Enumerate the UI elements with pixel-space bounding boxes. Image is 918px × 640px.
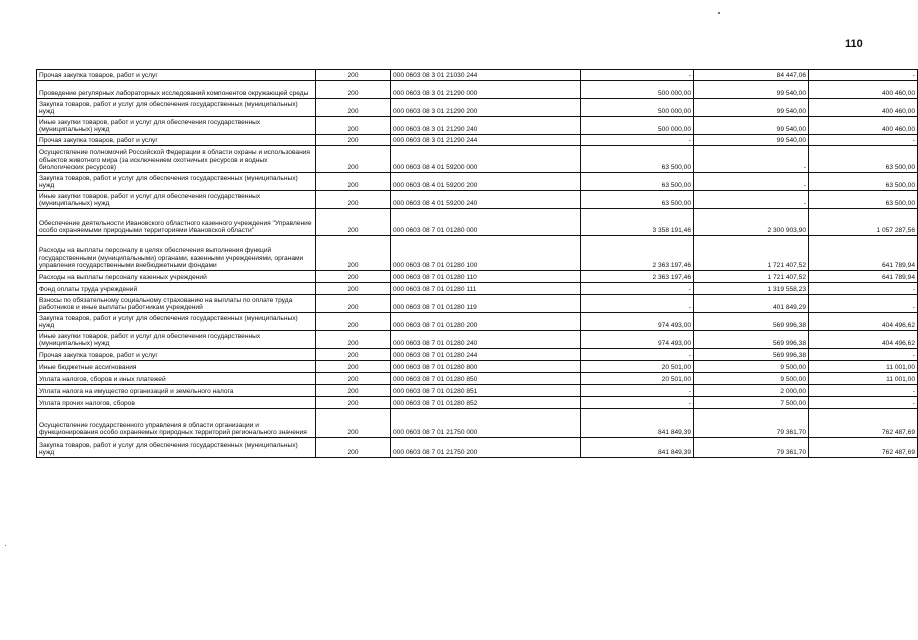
row-line-code-text: 200 bbox=[347, 429, 359, 437]
row-budget-classification-text: 000 0603 08 4 01 59200 200 bbox=[393, 182, 478, 190]
row-line-code-text: 200 bbox=[347, 227, 359, 235]
row-budget-classification bbox=[391, 99, 581, 117]
row-executed-amount bbox=[694, 191, 809, 209]
row-unexecuted-amount bbox=[809, 117, 918, 135]
row-description bbox=[37, 70, 316, 81]
row-unexecuted-amount-text: 400 460,00 bbox=[881, 126, 915, 134]
row-description bbox=[37, 361, 316, 373]
row-budget-classification bbox=[391, 173, 581, 191]
row-budget-classification bbox=[391, 361, 581, 373]
row-line-code-text: 200 bbox=[347, 274, 359, 282]
row-approved-amount bbox=[581, 385, 694, 397]
row-line-code-text: 200 bbox=[347, 352, 359, 360]
row-line-code-text: 200 bbox=[347, 137, 359, 145]
row-budget-classification bbox=[391, 70, 581, 81]
row-budget-classification-text: 000 0603 08 7 01 01280 240 bbox=[393, 340, 478, 348]
row-line-code-text: 200 bbox=[347, 388, 359, 396]
row-description-text: Прочая закупка товаров, работ и услуг bbox=[39, 72, 158, 80]
row-executed-amount-text: 99 540,00 bbox=[776, 90, 806, 98]
table-row bbox=[37, 397, 918, 409]
row-budget-classification-text: 000 0603 08 4 01 59200 240 bbox=[393, 200, 478, 208]
row-description bbox=[37, 409, 316, 438]
row-line-code bbox=[316, 173, 391, 191]
row-line-code-text: 200 bbox=[347, 364, 359, 372]
row-budget-classification bbox=[391, 349, 581, 361]
row-approved-amount-text: - bbox=[688, 304, 691, 312]
row-executed-amount-text: 79 361,70 bbox=[776, 449, 806, 457]
row-budget-classification-text: 000 0603 08 4 01 59200 000 bbox=[393, 164, 478, 172]
row-budget-classification-text: 000 0603 08 7 01 21750 000 bbox=[393, 429, 478, 437]
row-line-code bbox=[316, 70, 391, 81]
row-approved-amount-text: 841 849,39 bbox=[657, 429, 691, 437]
row-unexecuted-amount bbox=[809, 99, 918, 117]
row-description bbox=[37, 191, 316, 209]
row-unexecuted-amount bbox=[809, 209, 918, 236]
row-approved-amount-text: 974 493,00 bbox=[657, 340, 691, 348]
row-executed-amount bbox=[694, 209, 809, 236]
row-approved-amount-text: 500 000,00 bbox=[657, 108, 691, 116]
row-budget-classification-text: 000 0603 08 7 01 01280 200 bbox=[393, 322, 478, 330]
row-executed-amount bbox=[694, 117, 809, 135]
row-unexecuted-amount-text: 1 057 287,56 bbox=[876, 227, 915, 235]
row-approved-amount-text: 2 363 197,46 bbox=[652, 274, 691, 282]
row-executed-amount-text: 401 849,29 bbox=[772, 304, 806, 312]
row-description bbox=[37, 173, 316, 191]
row-unexecuted-amount-text: 762 487,69 bbox=[881, 429, 915, 437]
table-row bbox=[37, 349, 918, 361]
row-description-text: Обеспечение деятельности Ивановского областного казенного учреждения "Управление особо охраняемыми природными территориями Ивановской области" bbox=[39, 219, 312, 235]
row-approved-amount bbox=[581, 361, 694, 373]
row-executed-amount bbox=[694, 349, 809, 361]
row-line-code-text: 200 bbox=[347, 340, 359, 348]
row-line-code bbox=[316, 117, 391, 135]
row-line-code-text: 200 bbox=[347, 72, 359, 80]
row-line-code bbox=[316, 191, 391, 209]
row-budget-classification bbox=[391, 295, 581, 313]
row-unexecuted-amount-text: 641 789,94 bbox=[881, 262, 915, 270]
row-budget-classification bbox=[391, 191, 581, 209]
row-approved-amount-text: - bbox=[688, 137, 691, 145]
row-approved-amount-text: 2 363 197,46 bbox=[652, 262, 691, 270]
row-executed-amount-text: 1 721 407,52 bbox=[767, 262, 806, 270]
row-executed-amount bbox=[694, 295, 809, 313]
row-description bbox=[37, 295, 316, 313]
row-executed-amount bbox=[694, 397, 809, 409]
row-approved-amount bbox=[581, 173, 694, 191]
table-row bbox=[37, 361, 918, 373]
row-unexecuted-amount-text: 63 500,00 bbox=[885, 200, 915, 208]
row-unexecuted-amount bbox=[809, 373, 918, 385]
row-budget-classification bbox=[391, 313, 581, 331]
row-approved-amount-text: - bbox=[688, 352, 691, 360]
row-line-code bbox=[316, 135, 391, 146]
row-description bbox=[37, 117, 316, 135]
row-unexecuted-amount-text: 11 001,00 bbox=[886, 376, 915, 384]
row-line-code bbox=[316, 409, 391, 438]
row-line-code bbox=[316, 81, 391, 99]
row-line-code bbox=[316, 283, 391, 295]
row-executed-amount-text: 1 319 558,23 bbox=[767, 286, 806, 294]
row-description bbox=[37, 313, 316, 331]
row-line-code bbox=[316, 271, 391, 283]
table-row bbox=[37, 99, 918, 117]
row-line-code-text: 200 bbox=[347, 304, 359, 312]
row-executed-amount bbox=[694, 361, 809, 373]
table-row bbox=[37, 146, 918, 173]
row-unexecuted-amount-text: - bbox=[912, 352, 915, 360]
row-executed-amount bbox=[694, 146, 809, 173]
row-budget-classification bbox=[391, 209, 581, 236]
row-description-text: Фонд оплаты труда учреждений bbox=[39, 286, 138, 294]
row-description-text: Прочая закупка товаров, работ и услуг bbox=[39, 137, 158, 145]
row-approved-amount bbox=[581, 409, 694, 438]
row-unexecuted-amount bbox=[809, 313, 918, 331]
table-row bbox=[37, 331, 918, 349]
table-row bbox=[37, 117, 918, 135]
row-approved-amount bbox=[581, 99, 694, 117]
row-approved-amount-text: 63 500,00 bbox=[661, 182, 691, 190]
row-executed-amount-text: 569 996,38 bbox=[772, 340, 806, 348]
row-description-text: Закупка товаров, работ и услуг для обеспечения государственных (муниципальных) нужд bbox=[39, 100, 298, 116]
row-executed-amount-text: 2 000,00 bbox=[780, 388, 806, 396]
row-line-code-text: 200 bbox=[347, 286, 359, 294]
row-budget-classification bbox=[391, 146, 581, 173]
row-budget-classification bbox=[391, 438, 581, 458]
row-line-code bbox=[316, 209, 391, 236]
row-approved-amount bbox=[581, 81, 694, 99]
row-budget-classification bbox=[391, 331, 581, 349]
row-line-code bbox=[316, 236, 391, 271]
row-executed-amount bbox=[694, 409, 809, 438]
row-description bbox=[37, 81, 316, 99]
row-line-code bbox=[316, 361, 391, 373]
row-line-code-text: 200 bbox=[347, 400, 359, 408]
row-description-text: Иные закупки товаров, работ и услуг для обеспечения государственных (муниципальных) нужд bbox=[39, 192, 261, 208]
row-unexecuted-amount-text: 400 460,00 bbox=[881, 108, 915, 116]
row-line-code bbox=[316, 373, 391, 385]
row-budget-classification-text: 000 0603 08 7 01 21750 200 bbox=[393, 449, 478, 457]
row-budget-classification-text: 000 0603 08 7 01 01280 100 bbox=[393, 262, 478, 270]
row-line-code bbox=[316, 146, 391, 173]
row-budget-classification-text: 000 0603 08 3 01 21030 244 bbox=[393, 72, 478, 80]
row-unexecuted-amount bbox=[809, 191, 918, 209]
row-line-code bbox=[316, 295, 391, 313]
row-approved-amount bbox=[581, 313, 694, 331]
row-approved-amount bbox=[581, 146, 694, 173]
budget-table bbox=[36, 69, 918, 458]
table-row bbox=[37, 313, 918, 331]
row-budget-classification-text: 000 0603 08 3 01 21290 200 bbox=[393, 108, 478, 116]
row-approved-amount-text: 3 358 191,46 bbox=[652, 227, 691, 235]
row-unexecuted-amount bbox=[809, 135, 918, 146]
row-budget-classification bbox=[391, 236, 581, 271]
row-description bbox=[37, 385, 316, 397]
row-line-code-text: 200 bbox=[347, 449, 359, 457]
row-description bbox=[37, 146, 316, 173]
row-budget-classification-text: 000 0603 08 7 01 01280 111 bbox=[393, 286, 477, 294]
row-approved-amount-text: - bbox=[688, 388, 691, 396]
row-unexecuted-amount-text: 404 496,62 bbox=[881, 340, 915, 348]
row-approved-amount bbox=[581, 438, 694, 458]
row-executed-amount-text: - bbox=[803, 200, 806, 208]
budget-table-body bbox=[37, 70, 918, 458]
table-row bbox=[37, 385, 918, 397]
row-approved-amount-text: 974 493,00 bbox=[657, 322, 691, 330]
row-approved-amount-text: 841 849,39 bbox=[657, 449, 691, 457]
row-executed-amount bbox=[694, 70, 809, 81]
row-budget-classification-text: 000 0603 08 7 01 01280 800 bbox=[393, 364, 478, 372]
row-line-code-text: 200 bbox=[347, 376, 359, 384]
table-row bbox=[37, 283, 918, 295]
row-description-text: Осуществление полномочий Российской Федерации в области охраны и использования объектов животного мира (за исключением охотничьих ресурсов и водных биологических ресурсов) bbox=[39, 149, 310, 172]
row-budget-classification bbox=[391, 409, 581, 438]
row-description-text: Иные закупки товаров, работ и услуг для обеспечения государственных (муниципальных) нужд bbox=[39, 118, 261, 134]
table-row bbox=[37, 135, 918, 146]
row-unexecuted-amount-text: - bbox=[912, 388, 915, 396]
row-unexecuted-amount-text: 400 460,00 bbox=[881, 90, 915, 98]
row-line-code bbox=[316, 397, 391, 409]
row-description bbox=[37, 283, 316, 295]
table-row bbox=[37, 271, 918, 283]
row-line-code bbox=[316, 331, 391, 349]
row-line-code-text: 200 bbox=[347, 90, 359, 98]
row-executed-amount bbox=[694, 373, 809, 385]
table-row bbox=[37, 438, 918, 458]
row-budget-classification bbox=[391, 81, 581, 99]
row-executed-amount bbox=[694, 271, 809, 283]
row-unexecuted-amount bbox=[809, 397, 918, 409]
row-description-text: Уплата налогов, сборов и иных платежей bbox=[39, 376, 166, 384]
row-executed-amount-text: 99 540,00 bbox=[776, 126, 806, 134]
row-executed-amount bbox=[694, 438, 809, 458]
row-budget-classification bbox=[391, 135, 581, 146]
table-row bbox=[37, 295, 918, 313]
row-line-code-text: 200 bbox=[347, 262, 359, 270]
row-line-code bbox=[316, 438, 391, 458]
row-unexecuted-amount bbox=[809, 146, 918, 173]
table-row bbox=[37, 191, 918, 209]
row-unexecuted-amount bbox=[809, 438, 918, 458]
row-line-code bbox=[316, 349, 391, 361]
row-executed-amount bbox=[694, 236, 809, 271]
row-unexecuted-amount-text: 63 500,00 bbox=[885, 164, 915, 172]
row-executed-amount-text: 84 447,06 bbox=[776, 72, 806, 80]
row-approved-amount bbox=[581, 373, 694, 385]
table-row bbox=[37, 409, 918, 438]
row-line-code-text: 200 bbox=[347, 182, 359, 190]
row-budget-classification-text: 000 0603 08 7 01 01280 850 bbox=[393, 376, 478, 384]
row-unexecuted-amount bbox=[809, 81, 918, 99]
row-description-text: Расходы на выплаты персоналу казенных учреждений bbox=[39, 274, 207, 282]
row-unexecuted-amount bbox=[809, 283, 918, 295]
row-description-text: Уплата налога на имущество организаций и земельного налога bbox=[39, 388, 234, 396]
row-description bbox=[37, 397, 316, 409]
row-executed-amount bbox=[694, 313, 809, 331]
row-line-code bbox=[316, 385, 391, 397]
row-description-text: Закупка товаров, работ и услуг для обеспечения государственных (муниципальных) нужд bbox=[39, 174, 298, 190]
row-unexecuted-amount bbox=[809, 271, 918, 283]
page-number: 110 bbox=[845, 38, 863, 50]
row-unexecuted-amount bbox=[809, 349, 918, 361]
row-description bbox=[37, 331, 316, 349]
row-approved-amount bbox=[581, 191, 694, 209]
row-unexecuted-amount-text: 762 487,69 bbox=[881, 449, 915, 457]
row-description bbox=[37, 349, 316, 361]
row-approved-amount-text: 20 501,00 bbox=[661, 376, 691, 384]
row-executed-amount bbox=[694, 99, 809, 117]
row-executed-amount-text: 99 540,00 bbox=[776, 137, 806, 145]
row-unexecuted-amount-text: - bbox=[912, 72, 915, 80]
row-unexecuted-amount-text: 11 001,00 bbox=[886, 364, 915, 372]
row-approved-amount bbox=[581, 295, 694, 313]
table-row bbox=[37, 81, 918, 99]
row-unexecuted-amount bbox=[809, 331, 918, 349]
row-description-text: Осуществление государственного управления в области организации и функционирования особо охраняемых природных территорий регионального значения bbox=[39, 421, 307, 437]
row-description bbox=[37, 99, 316, 117]
scan-speck bbox=[718, 12, 720, 14]
row-executed-amount-text: 1 721 407,52 bbox=[767, 274, 806, 282]
row-approved-amount bbox=[581, 331, 694, 349]
row-executed-amount bbox=[694, 81, 809, 99]
row-line-code-text: 200 bbox=[347, 126, 359, 134]
row-approved-amount-text: 63 500,00 bbox=[661, 200, 691, 208]
row-budget-classification-text: 000 0603 08 3 01 21290 240 bbox=[393, 126, 478, 134]
row-executed-amount bbox=[694, 283, 809, 295]
row-executed-amount-text: 9 500,00 bbox=[780, 364, 806, 372]
row-budget-classification bbox=[391, 385, 581, 397]
row-approved-amount bbox=[581, 209, 694, 236]
table-row bbox=[37, 373, 918, 385]
row-executed-amount bbox=[694, 385, 809, 397]
table-row bbox=[37, 173, 918, 191]
row-unexecuted-amount bbox=[809, 361, 918, 373]
row-executed-amount-text: - bbox=[803, 182, 806, 190]
row-unexecuted-amount-text: - bbox=[912, 137, 915, 145]
row-budget-classification-text: 000 0603 08 3 01 21290 244 bbox=[393, 137, 478, 145]
row-executed-amount-text: 2 300 903,90 bbox=[767, 227, 806, 235]
row-description-text: Прочая закупка товаров, работ и услуг bbox=[39, 352, 158, 360]
row-approved-amount bbox=[581, 283, 694, 295]
row-approved-amount bbox=[581, 135, 694, 146]
row-budget-classification-text: 000 0603 08 7 01 01280 244 bbox=[393, 352, 478, 360]
row-unexecuted-amount-text: - bbox=[912, 304, 915, 312]
row-approved-amount-text: - bbox=[688, 400, 691, 408]
row-executed-amount bbox=[694, 331, 809, 349]
row-approved-amount bbox=[581, 397, 694, 409]
row-executed-amount-text: 7 500,00 bbox=[780, 400, 806, 408]
row-executed-amount-text: 79 361,70 bbox=[776, 429, 806, 437]
row-unexecuted-amount bbox=[809, 385, 918, 397]
row-approved-amount bbox=[581, 349, 694, 361]
row-line-code-text: 200 bbox=[347, 164, 359, 172]
row-line-code bbox=[316, 99, 391, 117]
row-budget-classification-text: 000 0603 08 7 01 01280 851 bbox=[393, 388, 478, 396]
row-budget-classification-text: 000 0603 08 7 01 01280 852 bbox=[393, 400, 478, 408]
row-approved-amount bbox=[581, 271, 694, 283]
row-approved-amount bbox=[581, 236, 694, 271]
row-executed-amount-text: 569 996,38 bbox=[772, 322, 806, 330]
table-row bbox=[37, 209, 918, 236]
row-budget-classification-text: 000 0603 08 7 01 01280 000 bbox=[393, 227, 478, 235]
row-line-code-text: 200 bbox=[347, 108, 359, 116]
row-budget-classification bbox=[391, 397, 581, 409]
row-executed-amount bbox=[694, 135, 809, 146]
row-approved-amount-text: - bbox=[688, 72, 691, 80]
row-executed-amount-text: 9 500,00 bbox=[780, 376, 806, 384]
row-unexecuted-amount-text: 641 789,94 bbox=[881, 274, 915, 282]
row-unexecuted-amount bbox=[809, 409, 918, 438]
row-budget-classification bbox=[391, 271, 581, 283]
row-line-code-text: 200 bbox=[347, 200, 359, 208]
row-unexecuted-amount bbox=[809, 70, 918, 81]
row-approved-amount-text: 20 501,00 bbox=[661, 364, 691, 372]
row-description-text: Закупка товаров, работ и услуг для обеспечения государственных (муниципальных) нужд bbox=[39, 314, 298, 330]
row-budget-classification bbox=[391, 373, 581, 385]
row-executed-amount bbox=[694, 173, 809, 191]
row-unexecuted-amount-text: 404 496,62 bbox=[881, 322, 915, 330]
row-approved-amount-text: 63 500,00 bbox=[661, 164, 691, 172]
row-description bbox=[37, 271, 316, 283]
row-unexecuted-amount bbox=[809, 295, 918, 313]
row-approved-amount bbox=[581, 70, 694, 81]
row-description bbox=[37, 373, 316, 385]
row-unexecuted-amount-text: - bbox=[912, 286, 915, 294]
row-line-code bbox=[316, 313, 391, 331]
row-unexecuted-amount bbox=[809, 236, 918, 271]
row-budget-classification bbox=[391, 283, 581, 295]
row-budget-classification-text: 000 0603 08 7 01 01280 119 bbox=[393, 304, 477, 312]
row-approved-amount-text: 500 000,00 bbox=[657, 90, 691, 98]
table-row bbox=[37, 236, 918, 271]
row-description-text: Взносы по обязательному социальному страхованию на выплаты по оплате труда работников и иные выплаты работникам учреждений bbox=[39, 296, 293, 312]
row-description bbox=[37, 209, 316, 236]
row-executed-amount-text: - bbox=[803, 164, 806, 172]
row-description bbox=[37, 236, 316, 271]
row-budget-classification-text: 000 0603 08 7 01 01280 110 bbox=[393, 274, 477, 282]
row-approved-amount-text: - bbox=[688, 286, 691, 294]
row-unexecuted-amount-text: - bbox=[912, 400, 915, 408]
row-executed-amount-text: 99 540,00 bbox=[776, 108, 806, 116]
table-row bbox=[37, 70, 918, 81]
row-unexecuted-amount bbox=[809, 173, 918, 191]
row-description bbox=[37, 438, 316, 458]
row-executed-amount-text: 569 996,38 bbox=[772, 352, 806, 360]
row-description bbox=[37, 135, 316, 146]
row-budget-classification-text: 000 0603 08 3 01 21290 000 bbox=[393, 90, 478, 98]
row-description-text: Иные закупки товаров, работ и услуг для обеспечения государственных (муниципальных) нужд bbox=[39, 332, 261, 348]
row-description-text: Проведение регулярных лабораторных исследований компонентов окружающей среды bbox=[39, 90, 309, 98]
row-description-text: Закупка товаров, работ и услуг для обеспечения государственных (муниципальных) нужд bbox=[39, 441, 298, 457]
row-description-text: Расходы на выплаты персоналу в целях обеспечения выполнения функций государственными (муниципальными) органами, казенными учреждениями, органами управления государственными внебюджетными фондами bbox=[39, 247, 304, 270]
row-unexecuted-amount-text: 63 500,00 bbox=[885, 182, 915, 190]
row-approved-amount-text: 500 000,00 bbox=[657, 126, 691, 134]
row-budget-classification bbox=[391, 117, 581, 135]
scan-speck bbox=[5, 545, 6, 546]
row-description-text: Иные бюджетные ассигнования bbox=[39, 364, 137, 372]
row-line-code-text: 200 bbox=[347, 322, 359, 330]
row-description-text: Уплата прочих налогов, сборов bbox=[39, 400, 135, 408]
row-approved-amount bbox=[581, 117, 694, 135]
